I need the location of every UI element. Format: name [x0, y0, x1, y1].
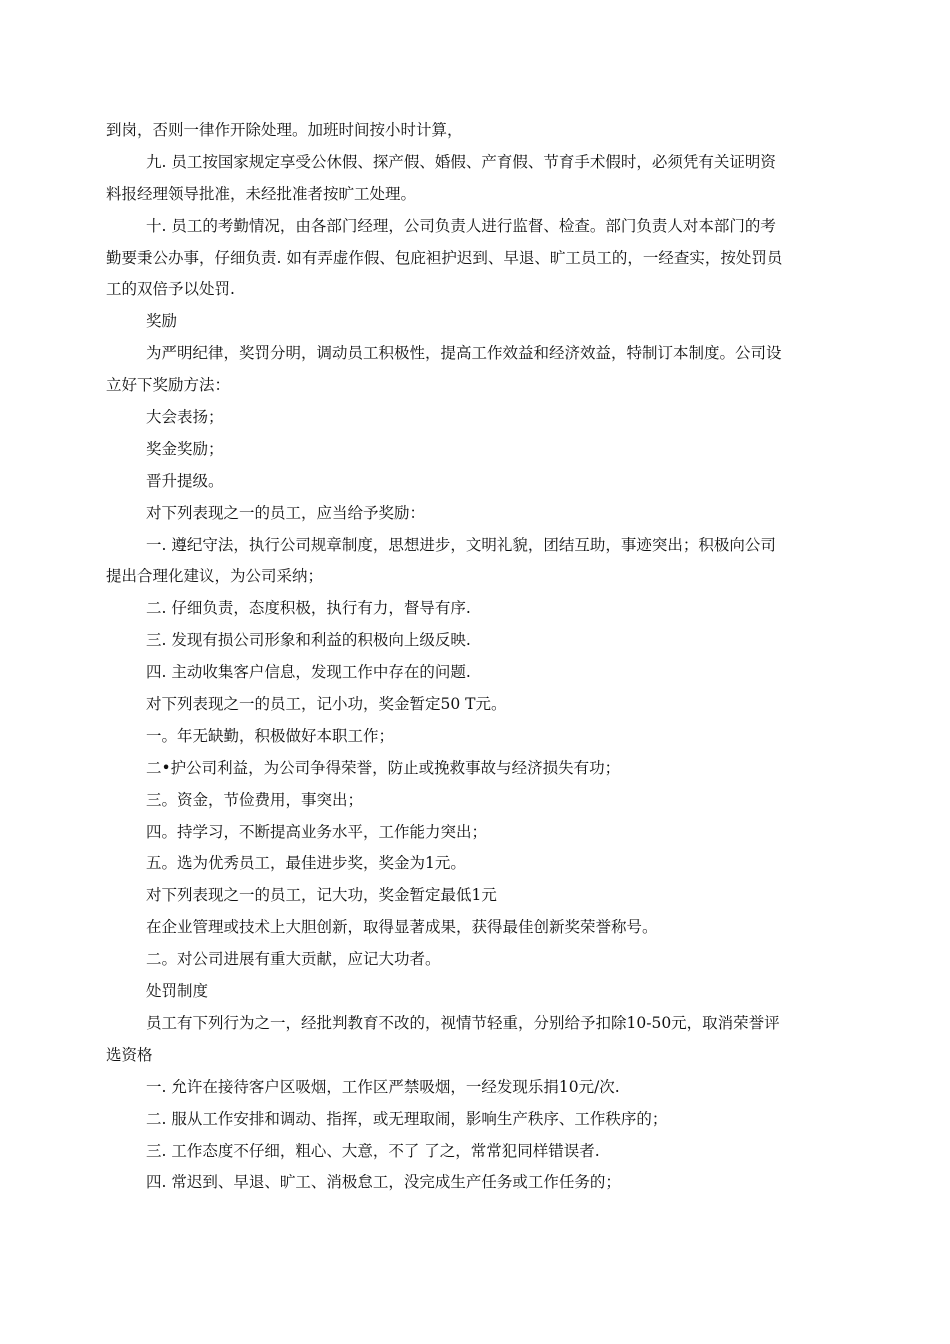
text-line: 二。对公司进展有重大贡献，应记大功者。: [146, 950, 441, 969]
text-line: 大会表扬；: [146, 408, 224, 427]
text-line: 为严明纪律，奖罚分明，调动员工积极性，提高工作效益和经济效益，特制订本制度。公司设: [146, 344, 782, 363]
text-line: 一. 遵纪守法，执行公司规章制度，思想进步，文明礼貌，团结互助，事迹突出；积极向公司: [146, 535, 776, 554]
text-line: 晋升提级。: [146, 471, 224, 490]
text-line: 一. 允许在接待客户区吸烟，工作区严禁吸烟，一经发现乐捐10元/次.: [146, 1077, 620, 1096]
text-line: 对下列表现之一的员工，记大功，奖金暂定最低1元: [146, 886, 497, 905]
text-line: 工的双倍予以处罚.: [106, 280, 235, 299]
text-line: 勤要秉公办事，仔细负责. 如有弄虚作假、包庇袒护迟到、早退、旷工员工的，一经查实，按处罚员: [106, 248, 783, 267]
text-line: 三. 发现有损公司形象和利益的积极向上级反映.: [146, 631, 471, 650]
text-line: 二•护公司利益，为公司争得荣誉，防止或挽救事故与经济损失有功；: [146, 758, 621, 777]
text-line: 五。选为优秀员工，最佳进步奖，奖金为1元。: [146, 854, 466, 873]
document-body: [106, 115, 846, 1199]
text-line: 四. 常迟到、早退、旷工、消极怠工，没完成生产任务或工作任务的；: [146, 1173, 621, 1192]
text-line: 奖励: [146, 312, 178, 331]
text-line: 对下列表现之一的员工，记小功，奖金暂定50 T元。: [146, 695, 507, 714]
text-line: 选资格: [106, 1045, 153, 1064]
text-line: 四。持学习，不断提高业务水平，工作能力突出；: [146, 822, 488, 841]
text-line: 九. 员工按国家规定享受公休假、探产假、婚假、产育假、节育手术假时，必须凭有关证明资: [146, 152, 776, 171]
text-line: 到岗，否则一律作开除处理。加班时间按小时计算，: [106, 121, 463, 139]
text-line: 一。年无缺勤，积极做好本职工作；: [146, 726, 395, 745]
text-line: 四. 主动收集客户信息，发现工作中存在的问题.: [146, 663, 471, 682]
text-line: 三。资金，节俭费用，事突出；: [146, 790, 364, 809]
text-line: 处罚制度: [146, 982, 209, 1001]
text-line: 立好下奖励方法：: [106, 376, 231, 395]
text-line: 料报经理领导批准，未经批准者按旷工处理。: [106, 184, 417, 203]
text-line: 在企业管理或技术上大胆创新，取得显著成果，获得最佳创新奖荣誉称号。: [146, 918, 658, 937]
text-line: 二. 仔细负责，态度积极，执行有力，督导有序.: [146, 599, 471, 618]
text-line: 对下列表现之一的员工，应当给予奖励：: [146, 503, 426, 522]
text-line: 十. 员工的考勤情况，由各部门经理，公司负责人进行监督、检查。部门负责人对本部门的考: [146, 216, 776, 235]
text-line: 员工有下列行为之一，经批判教育不改的，视情节轻重，分别给予扣除10-50元，取消荣誉评: [146, 1013, 780, 1032]
text-line: 提出合理化建议，为公司采纳；: [106, 567, 324, 586]
text-line: 三. 工作态度不仔细，粗心、大意，不了 了之，常常犯同样错误者.: [146, 1141, 600, 1160]
text-line: 二. 服从工作安排和调动、指挥，或无理取闹，影响生产秩序、工作秩序的；: [146, 1109, 668, 1128]
text-line: 奖金奖励；: [146, 439, 224, 458]
